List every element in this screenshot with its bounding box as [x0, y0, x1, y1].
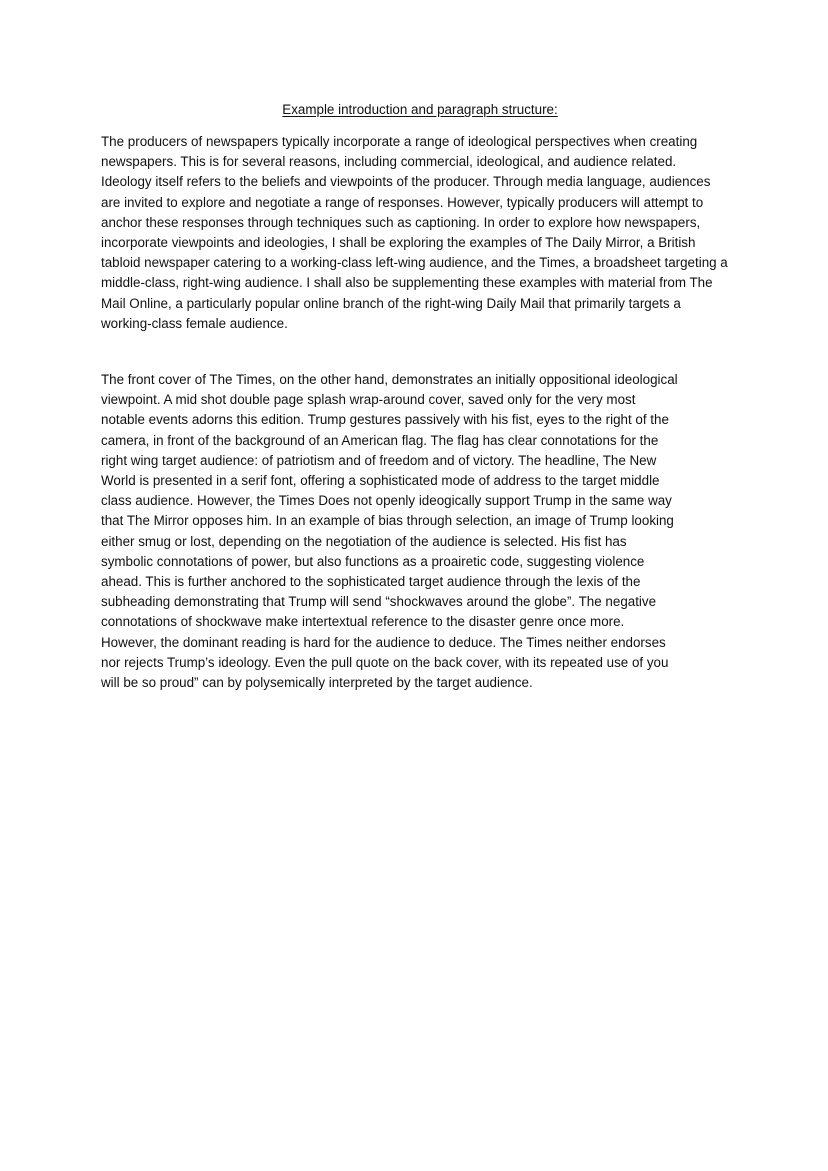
body-paragraph: The front cover of The Times, on the other hand, demonstrates an initially oppositional ideological viewpoint. A mid shot double page splash wrap-around cover, saved only for the very most notable events adorns this edition. Trump gestures passively with his fist, eyes to the right of the camera, in front of the background of an American flag. The flag has clear connotations for the right wing target audience: of patriotism and of freedom and of victory. The headline, The New World is presented in a serif font, offering a sophisticated mode of address to the target middle class audience. However, the Times Does not openly ideogically support Trump in the same way that The Mirror opposes him. In an example of bias through selection, an image of Trump looking either smug or lost, depending on the negotiation of the audience is selected. His fist has symbolic connotations of power, but also functions as a proairetic code, suggesting violence ahead. This is further anchored to the sophisticated target audience through the lexis of the subheading demonstrating that Trump will send “shockwaves around the globe”. The negative connotations of shockwave make intertextual reference to the disaster genre once more. However, the dominant reading is hard for the audience to deduce. The Times neither endorses nor rejects Trump’s ideology. Even the pull quote on the back cover, with its repeated use of you will be so proud” can by polysemically interpreted by the target audience. [101, 372, 678, 691]
introduction-paragraph: The producers of newspapers typically incorporate a range of ideological perspectives when creating newspapers. This is for several reasons, including commercial, ideological, and audience related. Ideology itself refers to the beliefs and viewpoints of the producer. Through media language, audiences are invited to explore and negotiate a range of responses. However, typically producers will attempt to anchor these responses through techniques such as captioning. In order to explore how newspapers, incorporate viewpoints and ideologies, I shall be exploring the examples of The Daily Mirror, a British tabloid newspaper catering to a working-class left-wing audience, and the Times, a broadsheet targeting a middle-class, right-wing audience. I shall also be supplementing these examples with material from The Mail Online, a particularly popular online branch of the right-wing Daily Mail that primarily targets a working-class female audience. [101, 134, 728, 331]
document-title: Example introduction and paragraph structure: [282, 102, 558, 117]
